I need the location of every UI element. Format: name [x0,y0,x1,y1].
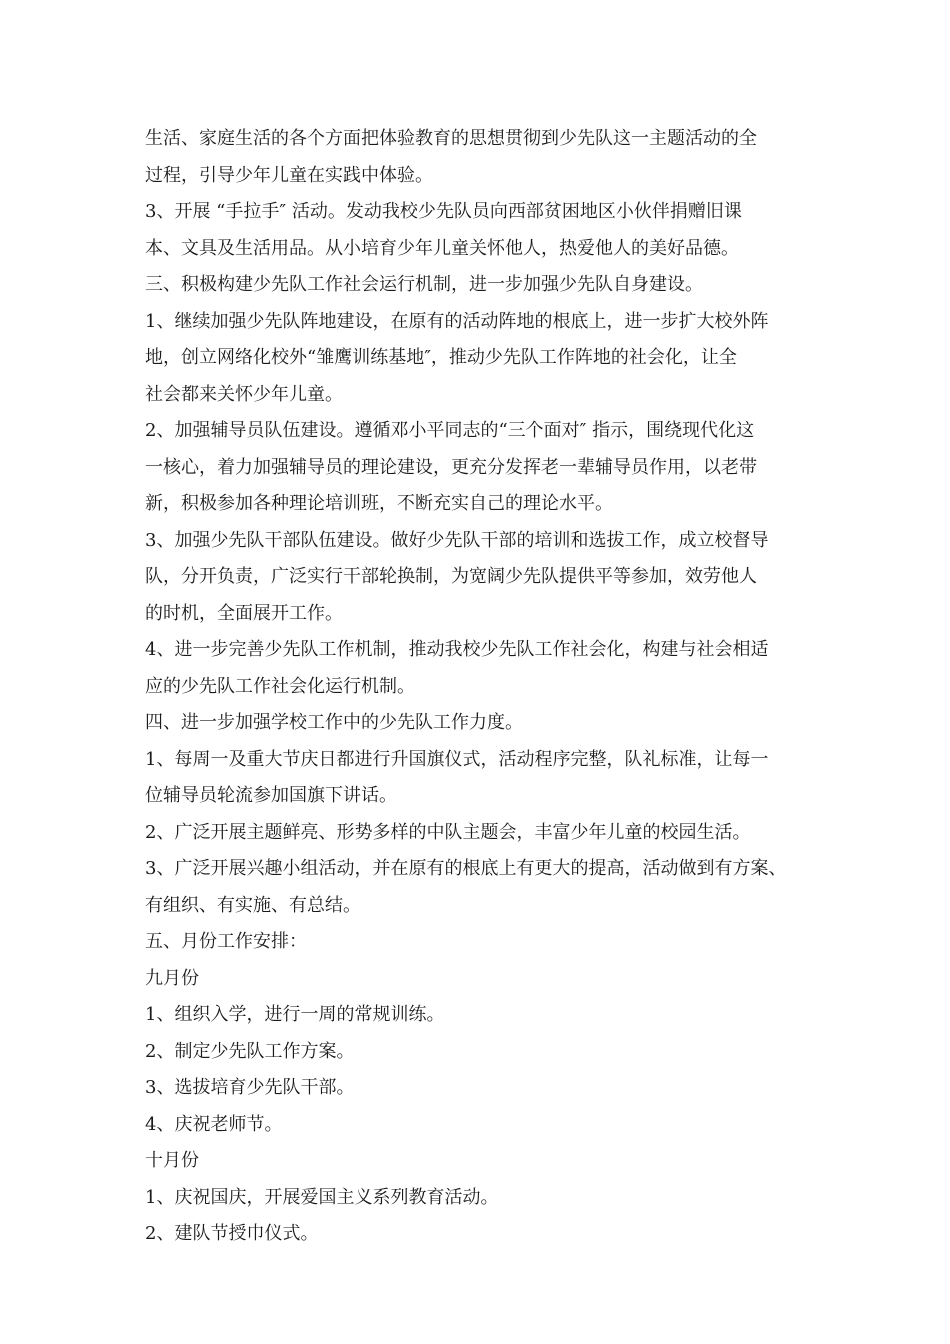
text-line: 有组织、有实施、有总结。 [145,894,361,916]
text-line: 3、开展 “手拉手″ 活动。发动我校少先队员向西部贫困地区小伙伴捐赠旧课 [145,201,742,222]
text-line: 3、加强少先队干部队伍建设。做好少先队干部的培训和选拔工作，成立校督导 [145,529,769,551]
text-line: 应的少先队工作社会化运行机制。 [145,675,415,697]
text-line: 队，分开负责，广泛实行干部轮换制，为宽阔少先队提供平等参加，效劳他人 [145,566,757,587]
section-heading: 四、进一步加强学校工作中的少先队工作力度。 [145,712,523,733]
text-line: 地，创立网络化校外“雏鹰训练基地″，推动少先队工作阵地的社会化，让全 [145,347,737,368]
list-item: 1、组织入学，进行一周的常规训练。 [145,1004,445,1025]
list-item: 2、建队节授巾仪式。 [145,1223,319,1244]
list-item: 3、选拔培育少先队干部。 [145,1077,355,1098]
section-heading: 三、积极构建少先队工作社会运行机制，进一步加强少先队自身建设。 [145,274,703,295]
month-heading: 九月份 [145,967,199,989]
text-line: 2、广泛开展主题鲜亮、形势多样的中队主题会，丰富少年儿童的校园生活。 [145,821,751,843]
text-line: 本、文具及生活用品。从小培育少年儿童关怀他人，热爱他人的美好品德。 [145,237,739,259]
text-line: 4、进一步完善少先队工作机制，推动我校少先队工作社会化，构建与社会相适 [145,639,769,660]
text-line: 一核心，着力加强辅导员的理论建设，更充分发挥老一辈辅导员作用，以老带 [145,456,757,478]
text-line: 1、每周一及重大节庆日都进行升国旗仪式，活动程序完整，队礼标准，让每一 [145,748,769,770]
list-item: 1、庆祝国庆，开展爱国主义系列教育活动。 [145,1186,499,1208]
month-heading: 十月份 [145,1150,199,1171]
list-item: 4、庆祝老师节。 [145,1113,283,1135]
text-line: 生活、家庭生活的各个方面把体验教育的思想贯彻到少先队这一主题活动的全 [145,128,757,149]
document-body [145,121,835,1253]
text-line: 位辅导员轮流参加国旗下讲话。 [145,785,397,806]
text-line: 3、广泛开展兴趣小组活动，并在原有的根底上有更大的提高，活动做到有方案、 [145,858,787,879]
text-line: 1、继续加强少先队阵地建设，在原有的活动阵地的根底上，进一步扩大校外阵 [145,310,769,332]
text-line: 过程，引导少年儿童在实践中体验。 [145,164,433,186]
text-line: 的时机，全面展开工作。 [145,602,343,624]
text-line: 2、加强辅导员队伍建设。遵循邓小平同志的“三个面对″ 指示，围绕现代化这 [145,420,755,441]
section-heading: 五、月份工作安排： [145,931,307,952]
text-line: 社会都来关怀少年儿童。 [145,383,343,405]
text-line: 新，积极参加各种理论培训班，不断充实自己的理论水平。 [145,493,613,514]
list-item: 2、制定少先队工作方案。 [145,1040,355,1062]
